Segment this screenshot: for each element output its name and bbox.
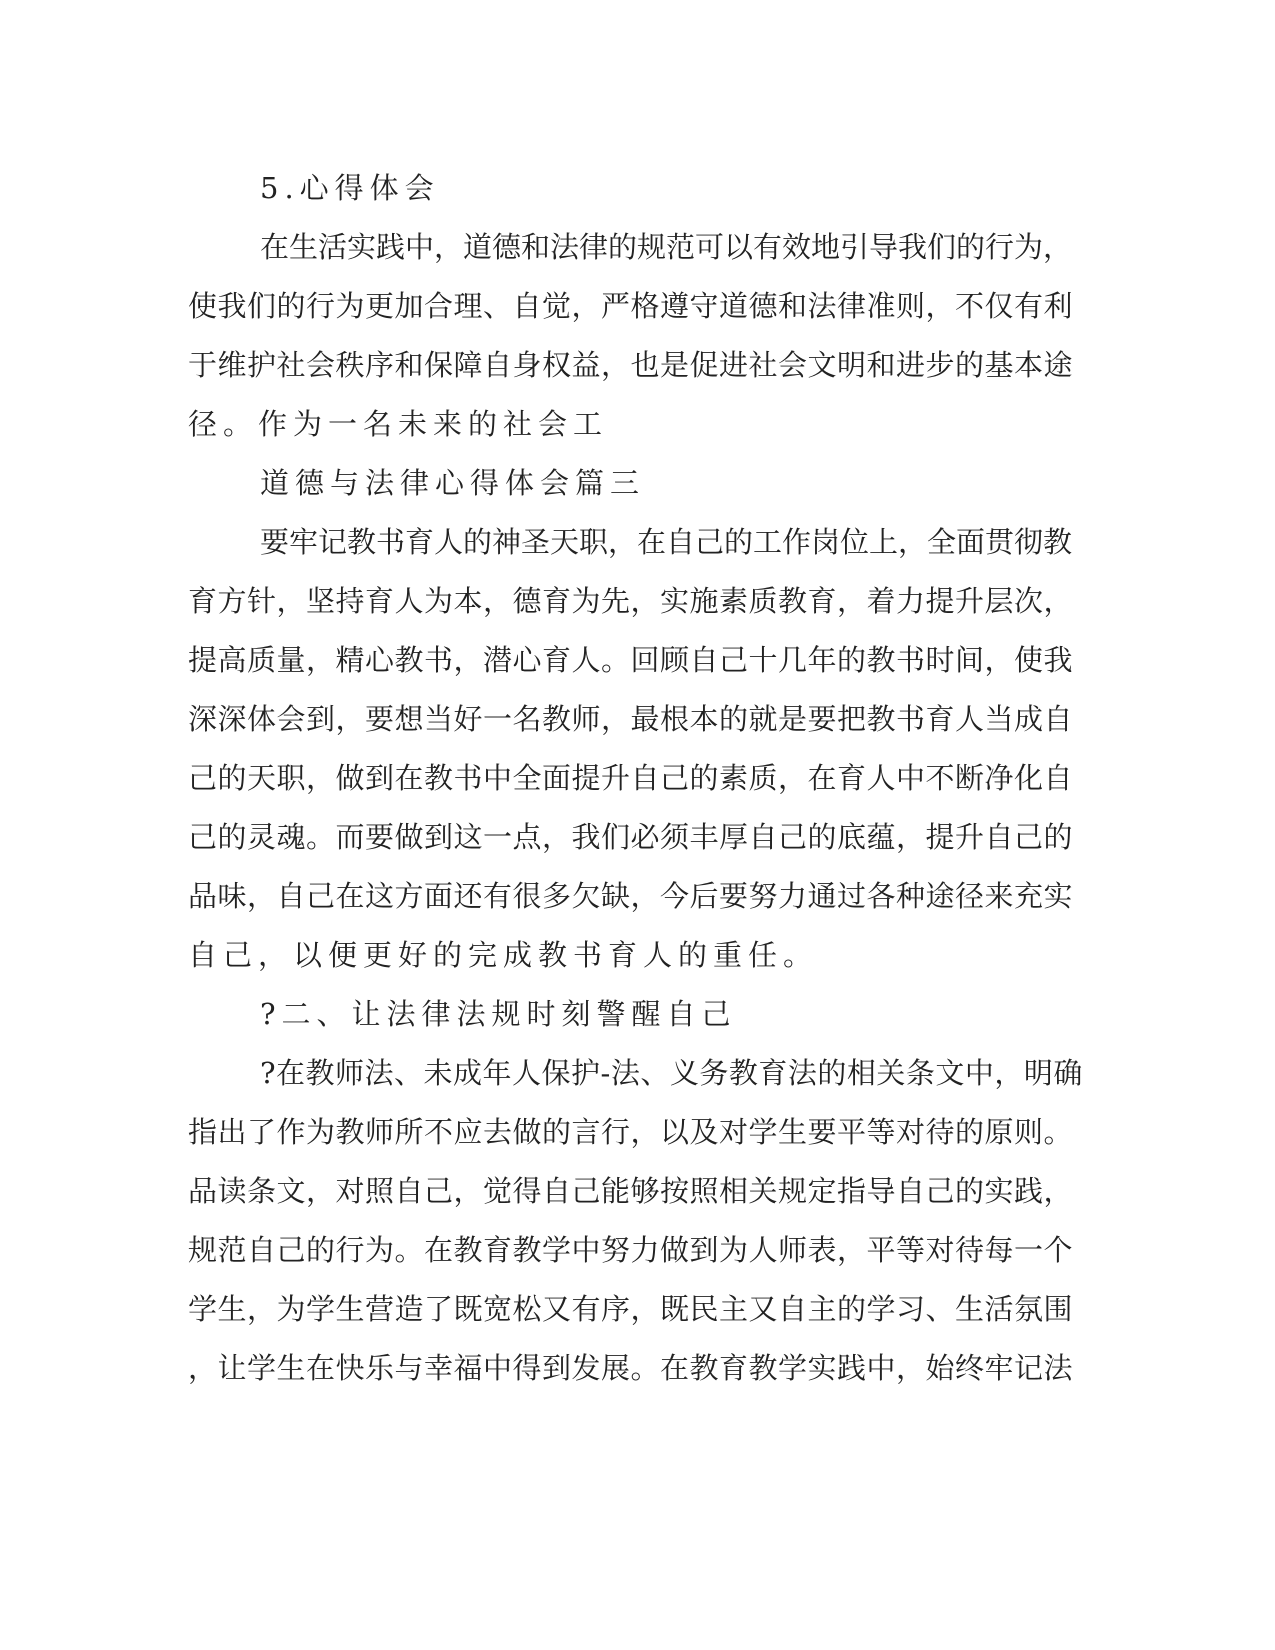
paragraph-line: 育方针，坚持育人为本，德育为先，实施素质教育，着力提升层次， <box>188 584 1074 618</box>
paragraph-line: ，让学生在快乐与幸福中得到发展。在教育教学实践中，始终牢记法 <box>188 1351 1074 1385</box>
paragraph-line: 己的灵魂。而要做到这一点，我们必须丰厚自己的底蕴，提升自己的 <box>188 820 1074 854</box>
section-heading: 道德与法律心得体会篇三 <box>260 466 646 500</box>
paragraph-line: 使我们的行为更加合理、自觉，严格遵守道德和法律准则，不仅有利 <box>188 289 1074 323</box>
paragraph-line: ?在教师法、未成年人保护-法、义务教育法的相关条文中，明确 <box>260 1056 1083 1090</box>
paragraph-line: 自己，以便更好的完成教书育人的重任。 <box>188 938 819 972</box>
paragraph-line: 品读条文，对照自己，觉得自己能够按照相关规定指导自己的实践， <box>188 1174 1074 1208</box>
paragraph-line: 学生，为学生营造了既宽松又有序，既民主又自主的学习、生活氛围 <box>188 1292 1074 1326</box>
section-heading: ?二、让法律法规时刻警醒自己 <box>260 997 737 1031</box>
paragraph-line: 在生活实践中，道德和法律的规范可以有效地引导我们的行为， <box>260 230 1073 264</box>
paragraph-line: 己的天职，做到在教书中全面提升自己的素质，在育人中不断净化自 <box>188 761 1074 795</box>
paragraph-line: 深深体会到，要想当好一名教师，最根本的就是要把教书育人当成自 <box>188 702 1074 736</box>
paragraph-line: 于维护社会秩序和保障自身权益，也是促进社会文明和进步的基本途 <box>188 348 1074 382</box>
paragraph-line: 要牢记教书育人的神圣天职，在自己的工作岗位上，全面贯彻教 <box>260 525 1073 559</box>
paragraph-line: 指出了作为教师所不应去做的言行，以及对学生要平等对待的原则。 <box>188 1115 1074 1149</box>
paragraph-line: 规范自己的行为。在教育教学中努力做到为人师表，平等对待每一个 <box>188 1233 1074 1267</box>
section-heading: 5.心得体会 <box>260 171 440 205</box>
paragraph-line: 品味，自己在这方面还有很多欠缺，今后要努力通过各种途径来充实 <box>188 879 1074 913</box>
paragraph-line: 提高质量，精心教书，潜心育人。回顾自己十几年的教书时间，使我 <box>188 643 1074 677</box>
paragraph-line: 径。作为一名未来的社会工 <box>188 407 609 441</box>
